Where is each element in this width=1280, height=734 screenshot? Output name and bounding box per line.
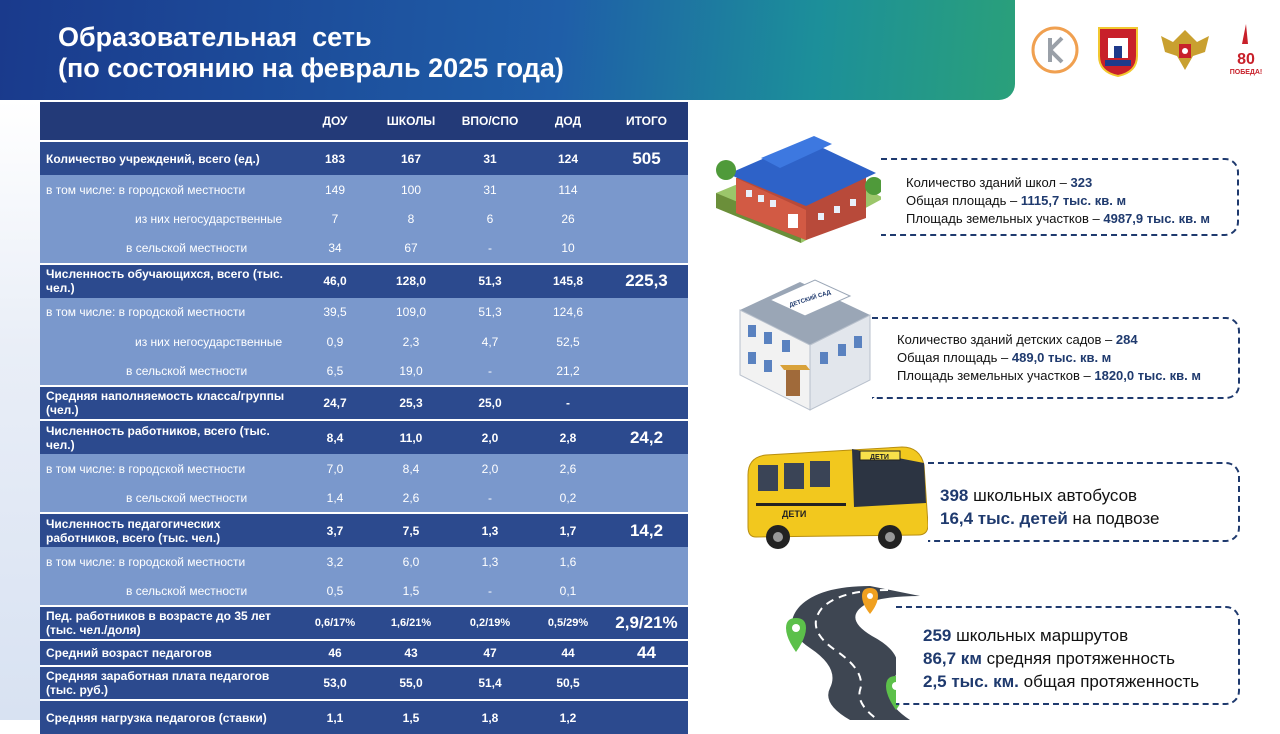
row-label: Пед. работников в возрасте до 35 лет (тыс. чел./доля) <box>40 606 297 640</box>
schools-info-card <box>881 158 1239 236</box>
victory-80-text: 80 <box>1237 51 1255 68</box>
routes-info-card <box>896 606 1240 705</box>
header-label-col <box>40 102 297 141</box>
cell-value: - <box>531 386 605 420</box>
cell-value: 8,4 <box>373 454 449 484</box>
cell-value: 1,8 <box>449 700 531 734</box>
cell-value: 183 <box>297 141 373 175</box>
cell-value: 3,2 <box>297 547 373 577</box>
education-network-table <box>40 102 688 734</box>
kindergartens-info-card <box>872 317 1240 399</box>
header-total: ИТОГО <box>605 102 688 141</box>
cell-value: 0,2 <box>531 484 605 514</box>
cell-value: 7,0 <box>297 454 373 484</box>
children-transported-line: 16,4 тыс. детей на подвозе <box>940 509 1160 528</box>
bus-side-sign-text: ДЕТИ <box>782 509 807 519</box>
school-bus-illustration <box>742 445 932 555</box>
cell-value: 1,7 <box>531 513 605 547</box>
row-label: Средняя нагрузка педагогов (ставки) <box>40 700 297 734</box>
cell-value: 124,6 <box>531 298 605 328</box>
cell-total: 225,3 <box>605 264 688 298</box>
cell-value: 6,5 <box>297 357 373 387</box>
left-decoration <box>0 100 40 720</box>
table-row <box>40 420 688 454</box>
cell-value: 114 <box>531 175 605 205</box>
row-label: Средняя наполняемость класса/группы (чел.) <box>40 386 297 420</box>
cell-total <box>605 327 688 357</box>
cell-total: 505 <box>605 141 688 175</box>
victory-80-icon <box>1228 22 1264 78</box>
cell-value: 1,5 <box>373 577 449 607</box>
header-dou: ДОУ <box>297 102 373 141</box>
cell-value: 0,2/19% <box>449 606 531 640</box>
cell-value: 7,5 <box>373 513 449 547</box>
row-label: в сельской местности <box>40 484 297 514</box>
cell-total <box>605 175 688 205</box>
row-label: в сельской местности <box>40 577 297 607</box>
table-row <box>40 640 688 666</box>
cell-value: - <box>449 357 531 387</box>
table-row <box>40 513 688 547</box>
row-label: в сельской местности <box>40 357 297 387</box>
header-vpo-spo: ВПО/СПО <box>449 102 531 141</box>
routes-count-line: 259 школьных маршрутов <box>923 626 1129 645</box>
cell-value: 31 <box>449 175 531 205</box>
cell-value: 0,1 <box>531 577 605 607</box>
cell-value: 1,5 <box>373 700 449 734</box>
table-row <box>40 141 688 175</box>
table-header-row <box>40 102 688 141</box>
cell-value: - <box>449 577 531 607</box>
k-logo-icon <box>1029 22 1081 78</box>
cell-value: 25,3 <box>373 386 449 420</box>
kindergarten-illustration <box>730 270 875 415</box>
cell-value: 21,2 <box>531 357 605 387</box>
header-schools: ШКОЛЫ <box>373 102 449 141</box>
cell-value: 50,5 <box>531 666 605 700</box>
cell-value: 51,4 <box>449 666 531 700</box>
cell-value: 44 <box>531 640 605 666</box>
cell-value: 51,3 <box>449 298 531 328</box>
cell-total <box>605 577 688 607</box>
cell-value: 149 <box>297 175 373 205</box>
title-line-2: (по состоянию на февраль 2025 года) <box>58 53 564 83</box>
cell-value: 39,5 <box>297 298 373 328</box>
row-label: Количество учреждений, всего (ед.) <box>40 141 297 175</box>
kinder-area-line: Общая площадь – 489,0 тыс. кв. м <box>897 350 1112 365</box>
row-label: Средний возраст педагогов <box>40 640 297 666</box>
cell-value: 2,8 <box>531 420 605 454</box>
cell-value: 43 <box>373 640 449 666</box>
kinder-count-line: Количество зданий детских садов – 284 <box>897 332 1138 347</box>
kinder-land-line: Площадь земельных участков – 1820,0 тыс. кв. м <box>897 368 1201 383</box>
header-dod: ДОД <box>531 102 605 141</box>
cell-total <box>605 454 688 484</box>
table-row <box>40 357 688 387</box>
cell-value: 1,3 <box>449 547 531 577</box>
schools-count-line: Количество зданий школ – 323 <box>906 175 1093 190</box>
route-pin-orange-icon <box>862 588 878 614</box>
bus-roof-sign-text: ДЕТИ <box>870 454 889 461</box>
buses-info-card <box>928 462 1240 542</box>
table-row <box>40 327 688 357</box>
school-building-illustration <box>706 118 886 248</box>
cell-value: 109,0 <box>373 298 449 328</box>
cell-value: 124 <box>531 141 605 175</box>
table-row <box>40 386 688 420</box>
cell-value: 19,0 <box>373 357 449 387</box>
table-row <box>40 547 688 577</box>
header-banner <box>0 0 1015 100</box>
row-label: Средняя заработная плата педагогов (тыс. руб.) <box>40 666 297 700</box>
cell-value: 46 <box>297 640 373 666</box>
cell-value: 1,1 <box>297 700 373 734</box>
cell-value: 6,0 <box>373 547 449 577</box>
table-row <box>40 264 688 298</box>
table-row <box>40 298 688 328</box>
table-row <box>40 577 688 607</box>
cell-value: 1,4 <box>297 484 373 514</box>
table-row <box>40 666 688 700</box>
cell-total <box>605 547 688 577</box>
row-label: в сельской местности <box>40 234 297 264</box>
routes-total-length-line: 2,5 тыс. км. общая протяженность <box>923 672 1200 691</box>
cell-value: 11,0 <box>373 420 449 454</box>
schools-land-line: Площадь земельных участков – 4987,9 тыс. кв. м <box>906 211 1210 226</box>
cell-value: 24,7 <box>297 386 373 420</box>
row-label: в том числе: в городской местности <box>40 547 297 577</box>
buses-count-line: 398 школьных автобусов <box>940 486 1138 505</box>
cell-total <box>605 298 688 328</box>
victory-sub-text: ПОБЕДА! <box>1229 69 1263 76</box>
cell-value: - <box>449 484 531 514</box>
table-row <box>40 175 688 205</box>
cell-value: 67 <box>373 234 449 264</box>
cell-value: 52,5 <box>531 327 605 357</box>
cell-value: 3,7 <box>297 513 373 547</box>
route-pin-green-1-icon <box>786 618 806 652</box>
row-label: Численность педагогических работников, всего (тыс. чел.) <box>40 513 297 547</box>
cell-value: 1,2 <box>531 700 605 734</box>
row-label: Численность работников, всего (тыс. чел.) <box>40 420 297 454</box>
table-row <box>40 234 688 264</box>
cell-value: 2,6 <box>531 454 605 484</box>
russian-eagle-emblem-icon <box>1155 22 1215 78</box>
logos-bar <box>1015 0 1280 100</box>
cell-total: 44 <box>605 640 688 666</box>
cell-value: 55,0 <box>373 666 449 700</box>
cell-value: - <box>449 234 531 264</box>
cell-value: 100 <box>373 175 449 205</box>
row-label: из них негосударственные <box>40 205 297 235</box>
cell-value: 167 <box>373 141 449 175</box>
table-row <box>40 606 688 640</box>
row-label: в том числе: в городской местности <box>40 298 297 328</box>
cell-total <box>605 484 688 514</box>
cell-value: 6 <box>449 205 531 235</box>
cell-value: 0,6/17% <box>297 606 373 640</box>
cell-value: 128,0 <box>373 264 449 298</box>
cell-value: 31 <box>449 141 531 175</box>
cell-total <box>605 386 688 420</box>
routes-avg-length-line: 86,7 км средняя протяженность <box>923 649 1176 668</box>
cell-value: 26 <box>531 205 605 235</box>
cell-value: 0,9 <box>297 327 373 357</box>
cell-value: 2,0 <box>449 454 531 484</box>
table-row <box>40 454 688 484</box>
cell-total: 24,2 <box>605 420 688 454</box>
cell-value: 10 <box>531 234 605 264</box>
cell-value: 46,0 <box>297 264 373 298</box>
kaliningrad-coat-of-arms-icon <box>1095 22 1141 78</box>
cell-value: 53,0 <box>297 666 373 700</box>
cell-value: 0,5 <box>297 577 373 607</box>
cell-value: 2,3 <box>373 327 449 357</box>
cell-value: 34 <box>297 234 373 264</box>
cell-value: 7 <box>297 205 373 235</box>
table-row <box>40 484 688 514</box>
cell-total <box>605 234 688 264</box>
title-line-1: Образовательная сеть <box>58 22 372 52</box>
cell-value: 145,8 <box>531 264 605 298</box>
cell-value: 0,5/29% <box>531 606 605 640</box>
cell-total <box>605 205 688 235</box>
cell-value: 1,6 <box>531 547 605 577</box>
row-label: Численность обучающихся, всего (тыс. чел.) <box>40 264 297 298</box>
row-label: в том числе: в городской местности <box>40 454 297 484</box>
table-row <box>40 700 688 734</box>
kindergarten-sign-text: ДЕТСКИЙ САД <box>788 289 832 309</box>
cell-value: 25,0 <box>449 386 531 420</box>
cell-value: 8 <box>373 205 449 235</box>
cell-total <box>605 666 688 700</box>
cell-value: 1,6/21% <box>373 606 449 640</box>
cell-total: 2,9/21% <box>605 606 688 640</box>
cell-total: 14,2 <box>605 513 688 547</box>
row-label: из них негосударственные <box>40 327 297 357</box>
schools-area-line: Общая площадь – 1115,7 тыс. кв. м <box>906 193 1127 208</box>
cell-value: 2,0 <box>449 420 531 454</box>
cell-value: 51,3 <box>449 264 531 298</box>
table-row <box>40 205 688 235</box>
cell-value: 8,4 <box>297 420 373 454</box>
cell-total <box>605 357 688 387</box>
cell-total <box>605 700 688 734</box>
cell-value: 4,7 <box>449 327 531 357</box>
cell-value: 2,6 <box>373 484 449 514</box>
cell-value: 1,3 <box>449 513 531 547</box>
row-label: в том числе: в городской местности <box>40 175 297 205</box>
cell-value: 47 <box>449 640 531 666</box>
page-title <box>58 22 564 84</box>
